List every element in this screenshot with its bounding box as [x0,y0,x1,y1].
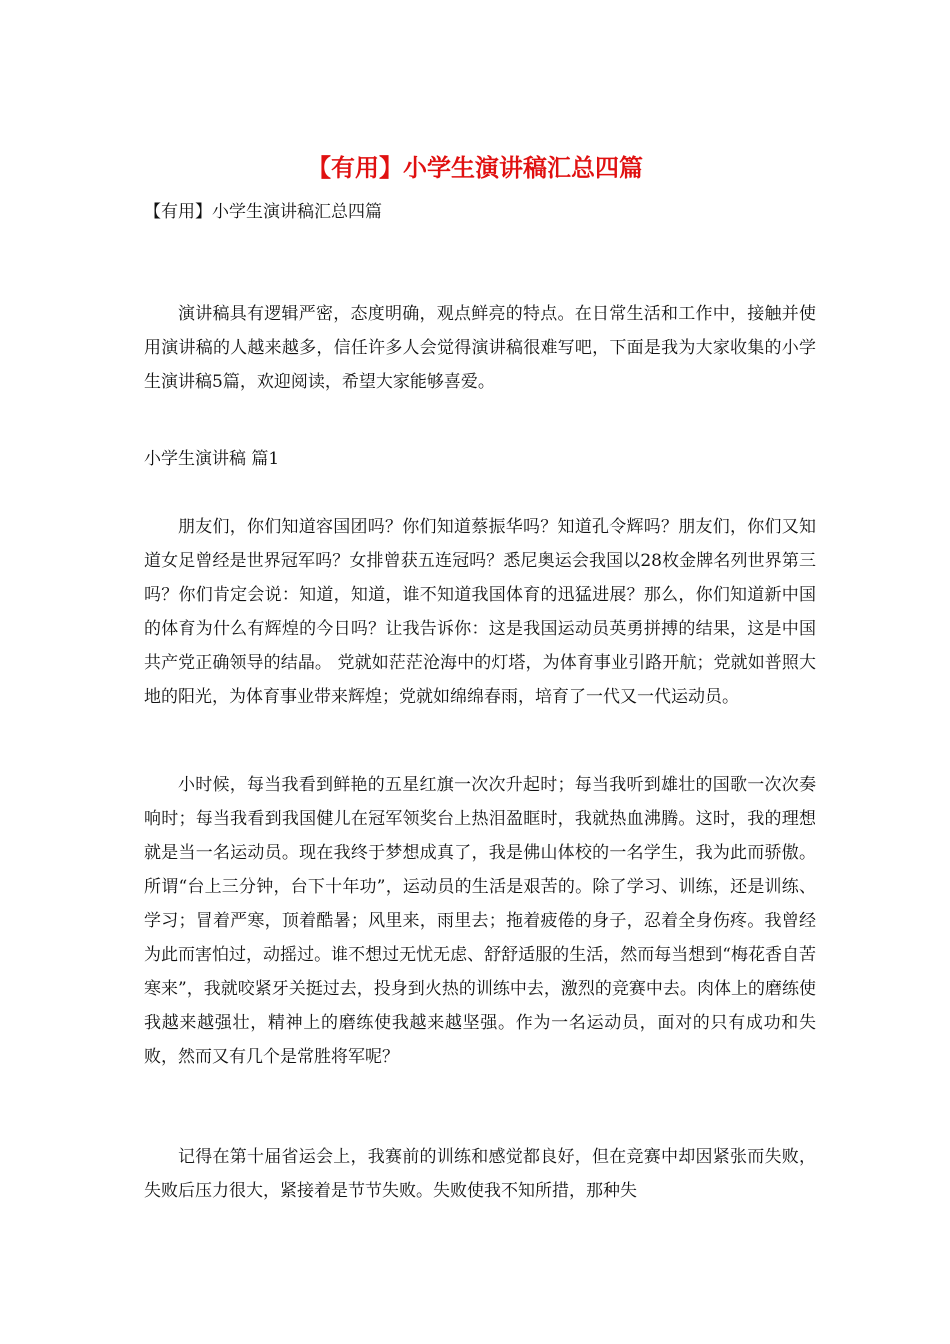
document-title: 【有用】小学生演讲稿汇总四篇 [307,153,643,182]
document-subtitle: 【有用】小学生演讲稿汇总四篇 [144,202,382,222]
body-paragraph-2: 小时候，每当我看到鲜艳的五星红旗一次次升起时；每当我听到雄壮的国歌一次次奏响时；每当我看到我国健儿在冠军领奖台上热泪盈眶时，我就热血沸腾。这时，我的理想就是当一名运动员。现在我终于梦想成真了，我是佛山体校的一名学生，我为此而骄傲。所谓“台上三分钟，台下十年功”，运动员的生活是艰苦的。除了学习、训练，还是训练、学习；冒着严寒，顶着酷暑；风里来，雨里去；拖着疲倦的身子，忍着全身伤疼。我曾经为此而害怕过，动摇过。谁不想过无忧无虑、舒舒适服的生活，然而每当想到“梅花香自苦寒来”，我就咬紧牙关挺过去，投身到火热的训练中去，激烈的竞赛中去。肉体上的磨练使我越来越强壮，精神上的磨练使我越来越坚强。作为一名运动员，面对的只有成功和失败，然而又有几个是常胜将军呢？ [144,775,816,1067]
section-heading: 小学生演讲稿 篇1 [144,449,280,469]
body-paragraph-1: 朋友们，你们知道容国团吗？你们知道蔡振华吗？知道孔令辉吗？朋友们，你们又知道女足曾经是世界冠军吗？女排曾获五连冠吗？悉尼奥运会我国以28枚金牌名列世界第三吗？你们肯定会说：知道，知道，谁不知道我国体育的迅猛进展？那么，你们知道新中国的体育为什么有辉煌的今日吗？让我告诉你：这是我国运动员英勇拼搏的结果，这是中国共产党正确领导的结晶。 党就如茫茫沧海中的灯塔，为体育事业引路开航；党就如普照大地的阳光，为体育事业带来辉煌；党就如绵绵春雨，培育了一代又一代运动员。 [144,517,816,707]
body-paragraph-3: 记得在第十届省运会上，我赛前的训练和感觉都良好，但在竞赛中却因紧张而失败，失败后压力很大，紧接着是节节失败。失败使我不知所措，那种失 [144,1147,816,1201]
intro-paragraph: 演讲稿具有逻辑严密，态度明确，观点鲜亮的特点。在日常生活和工作中，接触并使用演讲稿的人越来越多，信任许多人会觉得演讲稿很难写吧，下面是我为大家收集的小学生演讲稿5篇，欢迎阅读，希望大家能够喜爱。 [144,304,816,392]
